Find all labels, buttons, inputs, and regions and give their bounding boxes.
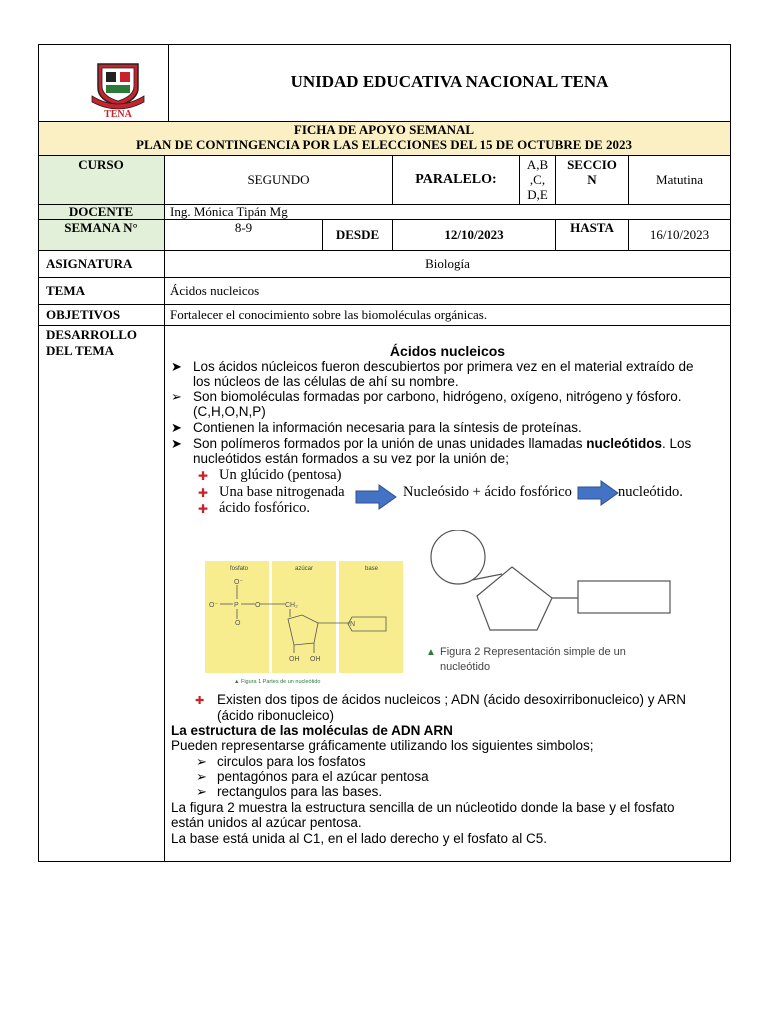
svg-text:OH: OH xyxy=(289,656,300,663)
school-name: UNIDAD EDUCATIVA NACIONAL TENA xyxy=(290,72,609,91)
paragraph-text: (C,H,O,N,P) xyxy=(193,404,266,419)
paralelo-label: PARALELO: xyxy=(415,171,497,187)
arrow-right-icon xyxy=(577,480,619,506)
paralelo-value-line: ,C, xyxy=(529,172,546,187)
arrow-bullet-icon: ➢ xyxy=(196,754,207,769)
fig1-col-label: base xyxy=(365,566,379,572)
desde-label: DESDE xyxy=(335,226,380,242)
sub-item: Una base nitrogenada xyxy=(219,484,345,500)
plus-bullet-icon: ✚ xyxy=(198,486,209,500)
asignatura-value: Biología xyxy=(425,255,470,271)
desarrollo-label-line: DEL TEMA xyxy=(46,343,115,358)
plus-bullet-icon: ✚ xyxy=(198,469,209,483)
arrow-bullet-icon: ➤ xyxy=(171,420,182,435)
curso-value: SEGUNDO xyxy=(247,171,310,187)
arrow-bullet-icon: ➢ xyxy=(171,389,182,404)
semana-value: 8-9 xyxy=(234,220,253,235)
svg-text:N: N xyxy=(350,621,356,628)
svg-text:▲: ▲ xyxy=(426,647,436,658)
logo-text: TENA xyxy=(104,109,132,118)
paragraph-text: Los ácidos núcleicos fueron descubiertos por primera vez en el material extraído de xyxy=(193,359,694,374)
nucleosido-text: Nucleósido + ácido fosfórico xyxy=(403,484,572,500)
list-item: rectangulos para las bases. xyxy=(217,784,383,799)
paragraph-text-part: Son polímeros formados por la unión de unas unidades llamadas xyxy=(193,436,587,451)
figure-1 xyxy=(200,557,405,689)
paragraph-text: (ácido ribonucleico) xyxy=(217,708,335,723)
paragraph-text: están unidos al azúcar pentosa. xyxy=(171,815,362,830)
desde-value: 12/10/2023 xyxy=(444,226,504,242)
school-logo xyxy=(88,56,148,118)
asignatura-label: ASIGNATURA xyxy=(46,255,133,271)
fig1-col-label: fosfato xyxy=(230,566,249,572)
base-rectangle xyxy=(578,581,670,613)
grid-line xyxy=(38,325,730,326)
objetivos-value: Fortalecer el conocimiento sobre las biomoléculas orgánicas. xyxy=(170,306,488,322)
list-item: pentagónos para el azúcar pentosa xyxy=(217,769,429,784)
desarrollo-label-line: DESARROLLO xyxy=(46,327,138,342)
paralelo-value-line: A,B xyxy=(526,157,549,172)
svg-text:O: O xyxy=(255,602,261,609)
objetivos-label: OBJETIVOS xyxy=(46,306,121,322)
paralelo-value xyxy=(520,157,555,202)
hasta-label: HASTA xyxy=(570,220,614,235)
tema-label: TEMA xyxy=(46,282,85,298)
table-border-bottom xyxy=(38,861,731,862)
docente-label: DOCENTE xyxy=(68,204,134,219)
fig1-col-label: azúcar xyxy=(295,566,314,572)
content-title: Ácidos nucleicos xyxy=(389,343,506,359)
arrow-right-icon xyxy=(355,484,397,510)
seccion-label-line: N xyxy=(587,172,597,187)
fig2-caption: nucleótido xyxy=(440,661,491,673)
seccion-label xyxy=(556,157,628,187)
keyword-nucleotidos: nucleótidos xyxy=(586,436,663,451)
svg-text:CH₂: CH₂ xyxy=(285,602,298,609)
svg-text:P: P xyxy=(234,602,239,609)
curso-label: CURSO xyxy=(78,157,124,172)
arrow-bullet-icon: ➢ xyxy=(196,784,207,799)
phosphate-circle xyxy=(431,530,485,584)
paragraph-text: nucleótidos están formados a su vez por la unión de; xyxy=(193,451,509,466)
fig1-caption: ▲ Figura 1 Partes de un nucleótido xyxy=(234,679,321,685)
table-border-top xyxy=(38,44,730,45)
nucleotido-text: nucleótido. xyxy=(618,484,683,500)
fig2-caption: Figura 2 Representación simple de un xyxy=(440,646,626,658)
paragraph-text: Son biomoléculas formadas por carbono, hidrógeno, oxígeno, nitrógeno y fósforo. xyxy=(193,389,682,404)
paragraph-text: Existen dos tipos de ácidos nucleicos ; ADN (ácido desoxirribonucleico) y ARN xyxy=(217,692,686,707)
table-border-right xyxy=(730,44,731,862)
paralelo-value-line: D,E xyxy=(527,187,548,202)
sub-item: ácido fosfórico. xyxy=(219,500,310,516)
simple-nucleotide-diagram xyxy=(420,530,720,675)
desarrollo-label xyxy=(46,327,137,359)
paragraph-text-part: . Los xyxy=(662,436,692,451)
svg-text:OH: OH xyxy=(310,656,321,663)
tema-value: Ácidos nucleicos xyxy=(170,282,260,298)
banner-line-2: PLAN DE CONTINGENCIA POR LAS ELECCIONES DEL 15 DE OCTUBRE DE 2023 xyxy=(136,137,632,152)
sub-item: Un glúcido (pentosa) xyxy=(219,467,342,483)
hasta-value: 16/10/2023 xyxy=(649,226,710,242)
plus-bullet-icon: ✚ xyxy=(195,695,205,707)
svg-text:O: O xyxy=(235,620,241,627)
figure-2 xyxy=(420,530,720,675)
nucleotide-structure-diagram xyxy=(200,557,405,689)
plus-bullet-icon: ✚ xyxy=(198,502,209,516)
paragraph-text: La base está unida al C1, en el lado derecho y el fosfato al C5. xyxy=(171,831,547,846)
paragraph-text: La figura 2 muestra la estructura sencilla de un núcleotido donde la base y el fosfato xyxy=(171,800,675,815)
semana-label: SEMANA N° xyxy=(64,220,138,235)
svg-text:O⁻: O⁻ xyxy=(234,579,244,586)
svg-text:O⁻: O⁻ xyxy=(209,602,219,609)
paragraph-text xyxy=(193,436,691,451)
shield-logo-icon xyxy=(88,56,148,118)
list-item: circulos para los fosfatos xyxy=(217,754,366,769)
docente-value: Ing. Mónica Tipán Mg xyxy=(170,204,288,219)
arrow-bullet-icon: ➢ xyxy=(196,769,207,784)
paragraph-text: Contienen la información necesaria para la síntesis de proteínas. xyxy=(193,420,582,435)
seccion-value: Matutina xyxy=(656,171,703,187)
arrow-bullet-icon: ➤ xyxy=(171,436,182,451)
section-heading: La estructura de las moléculas de ADN ARN xyxy=(171,723,453,738)
banner-line-1: FICHA DE APOYO SEMANAL xyxy=(293,122,475,137)
arrow-bullet-icon: ➤ xyxy=(171,359,182,374)
seccion-label-line: SECCIO xyxy=(567,157,617,172)
paragraph-text: Pueden representarse gráficamente utilizando los siguientes simbolos; xyxy=(171,738,594,753)
paragraph-text: los núcleos de las células de ahí su nombre. xyxy=(193,374,459,389)
